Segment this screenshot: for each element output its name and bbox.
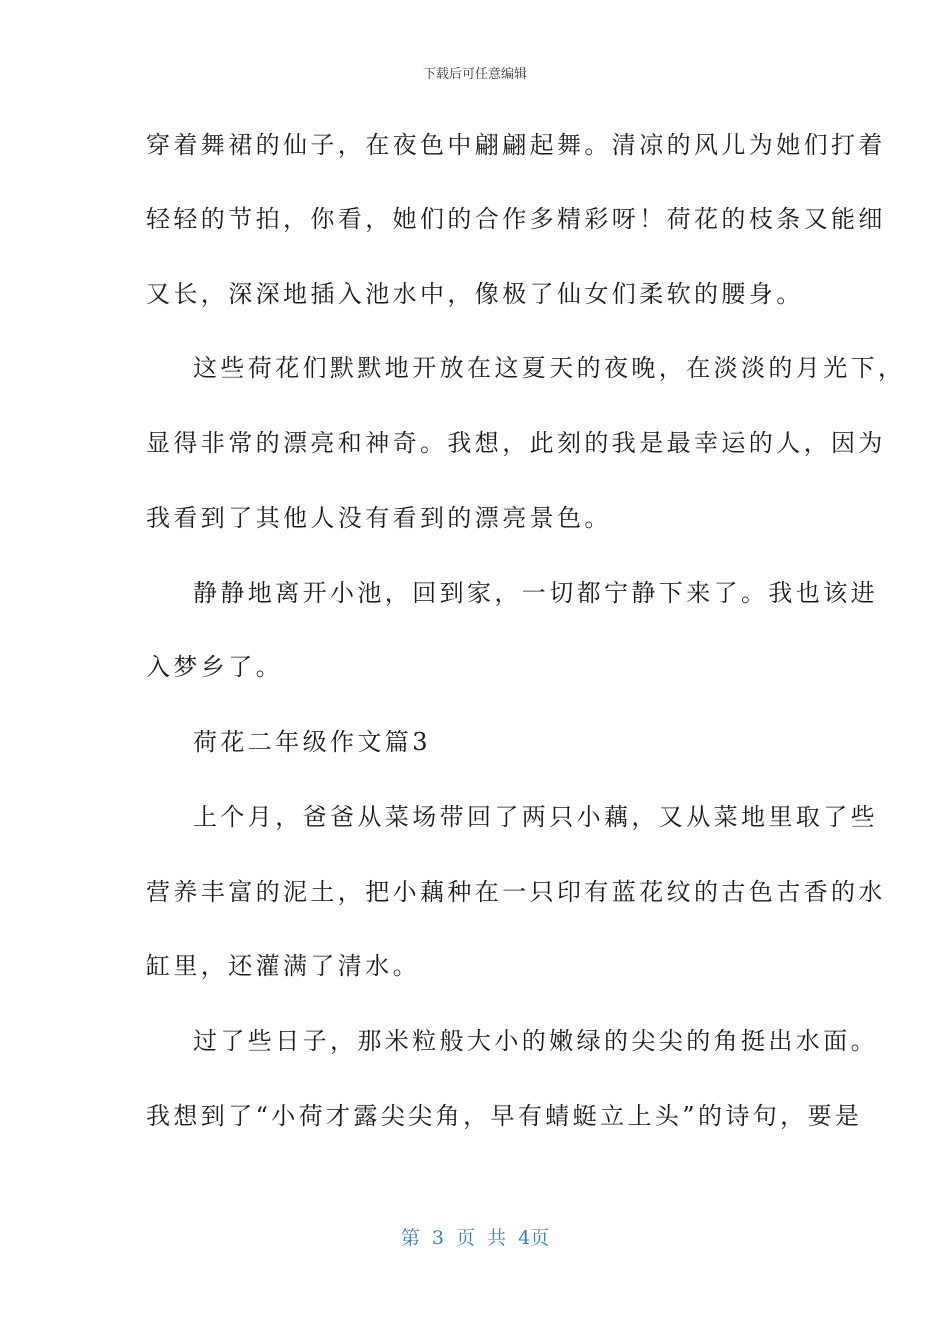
text-line: 上个月，爸爸从菜场带回了两只小藕，又从菜地里取了些 <box>193 803 878 831</box>
text-line: 显得非常的漂亮和神奇。我想，此刻的我是最幸运的人，因为 <box>146 429 886 457</box>
text-line: 轻轻的节拍，你看，她们的合作多精彩呀！荷花的枝条又能细 <box>146 205 886 233</box>
page-header: 下载后可任意编辑 <box>422 67 527 82</box>
text-line: 又长，深深地插入池水中，像极了仙女们柔软的腰身。 <box>146 280 804 308</box>
text-line: 营养丰富的泥土，把小藕种在一只印有蓝花纹的古色古香的水 <box>146 878 886 906</box>
text-line: 静静地离开小池，回到家，一切都宁静下来了。我也该进 <box>193 579 878 607</box>
text-line: 我想到了“小荷才露尖尖角，早有蜻蜓立上头”的诗句，要是 <box>146 1102 863 1130</box>
text-line: 缸里，还灌满了清水。 <box>146 952 420 980</box>
text-line: 这些荷花们默默地开放在这夏天的夜晚，在淡淡的月光下， <box>193 354 906 382</box>
section-title: 荷花二年级作文篇3 <box>193 728 431 756</box>
text-line: 穿着舞裙的仙子，在夜色中翩翩起舞。清凉的风儿为她们打着 <box>146 131 886 159</box>
text-line: 过了些日子，那米粒般大小的嫩绿的尖尖的角挺出水面。 <box>193 1027 878 1055</box>
page-footer: 第 3 页 共 4页 <box>400 1227 550 1249</box>
text-line: 入梦乡了。 <box>146 653 283 681</box>
text-line: 我看到了其他人没有看到的漂亮景色。 <box>146 504 612 532</box>
